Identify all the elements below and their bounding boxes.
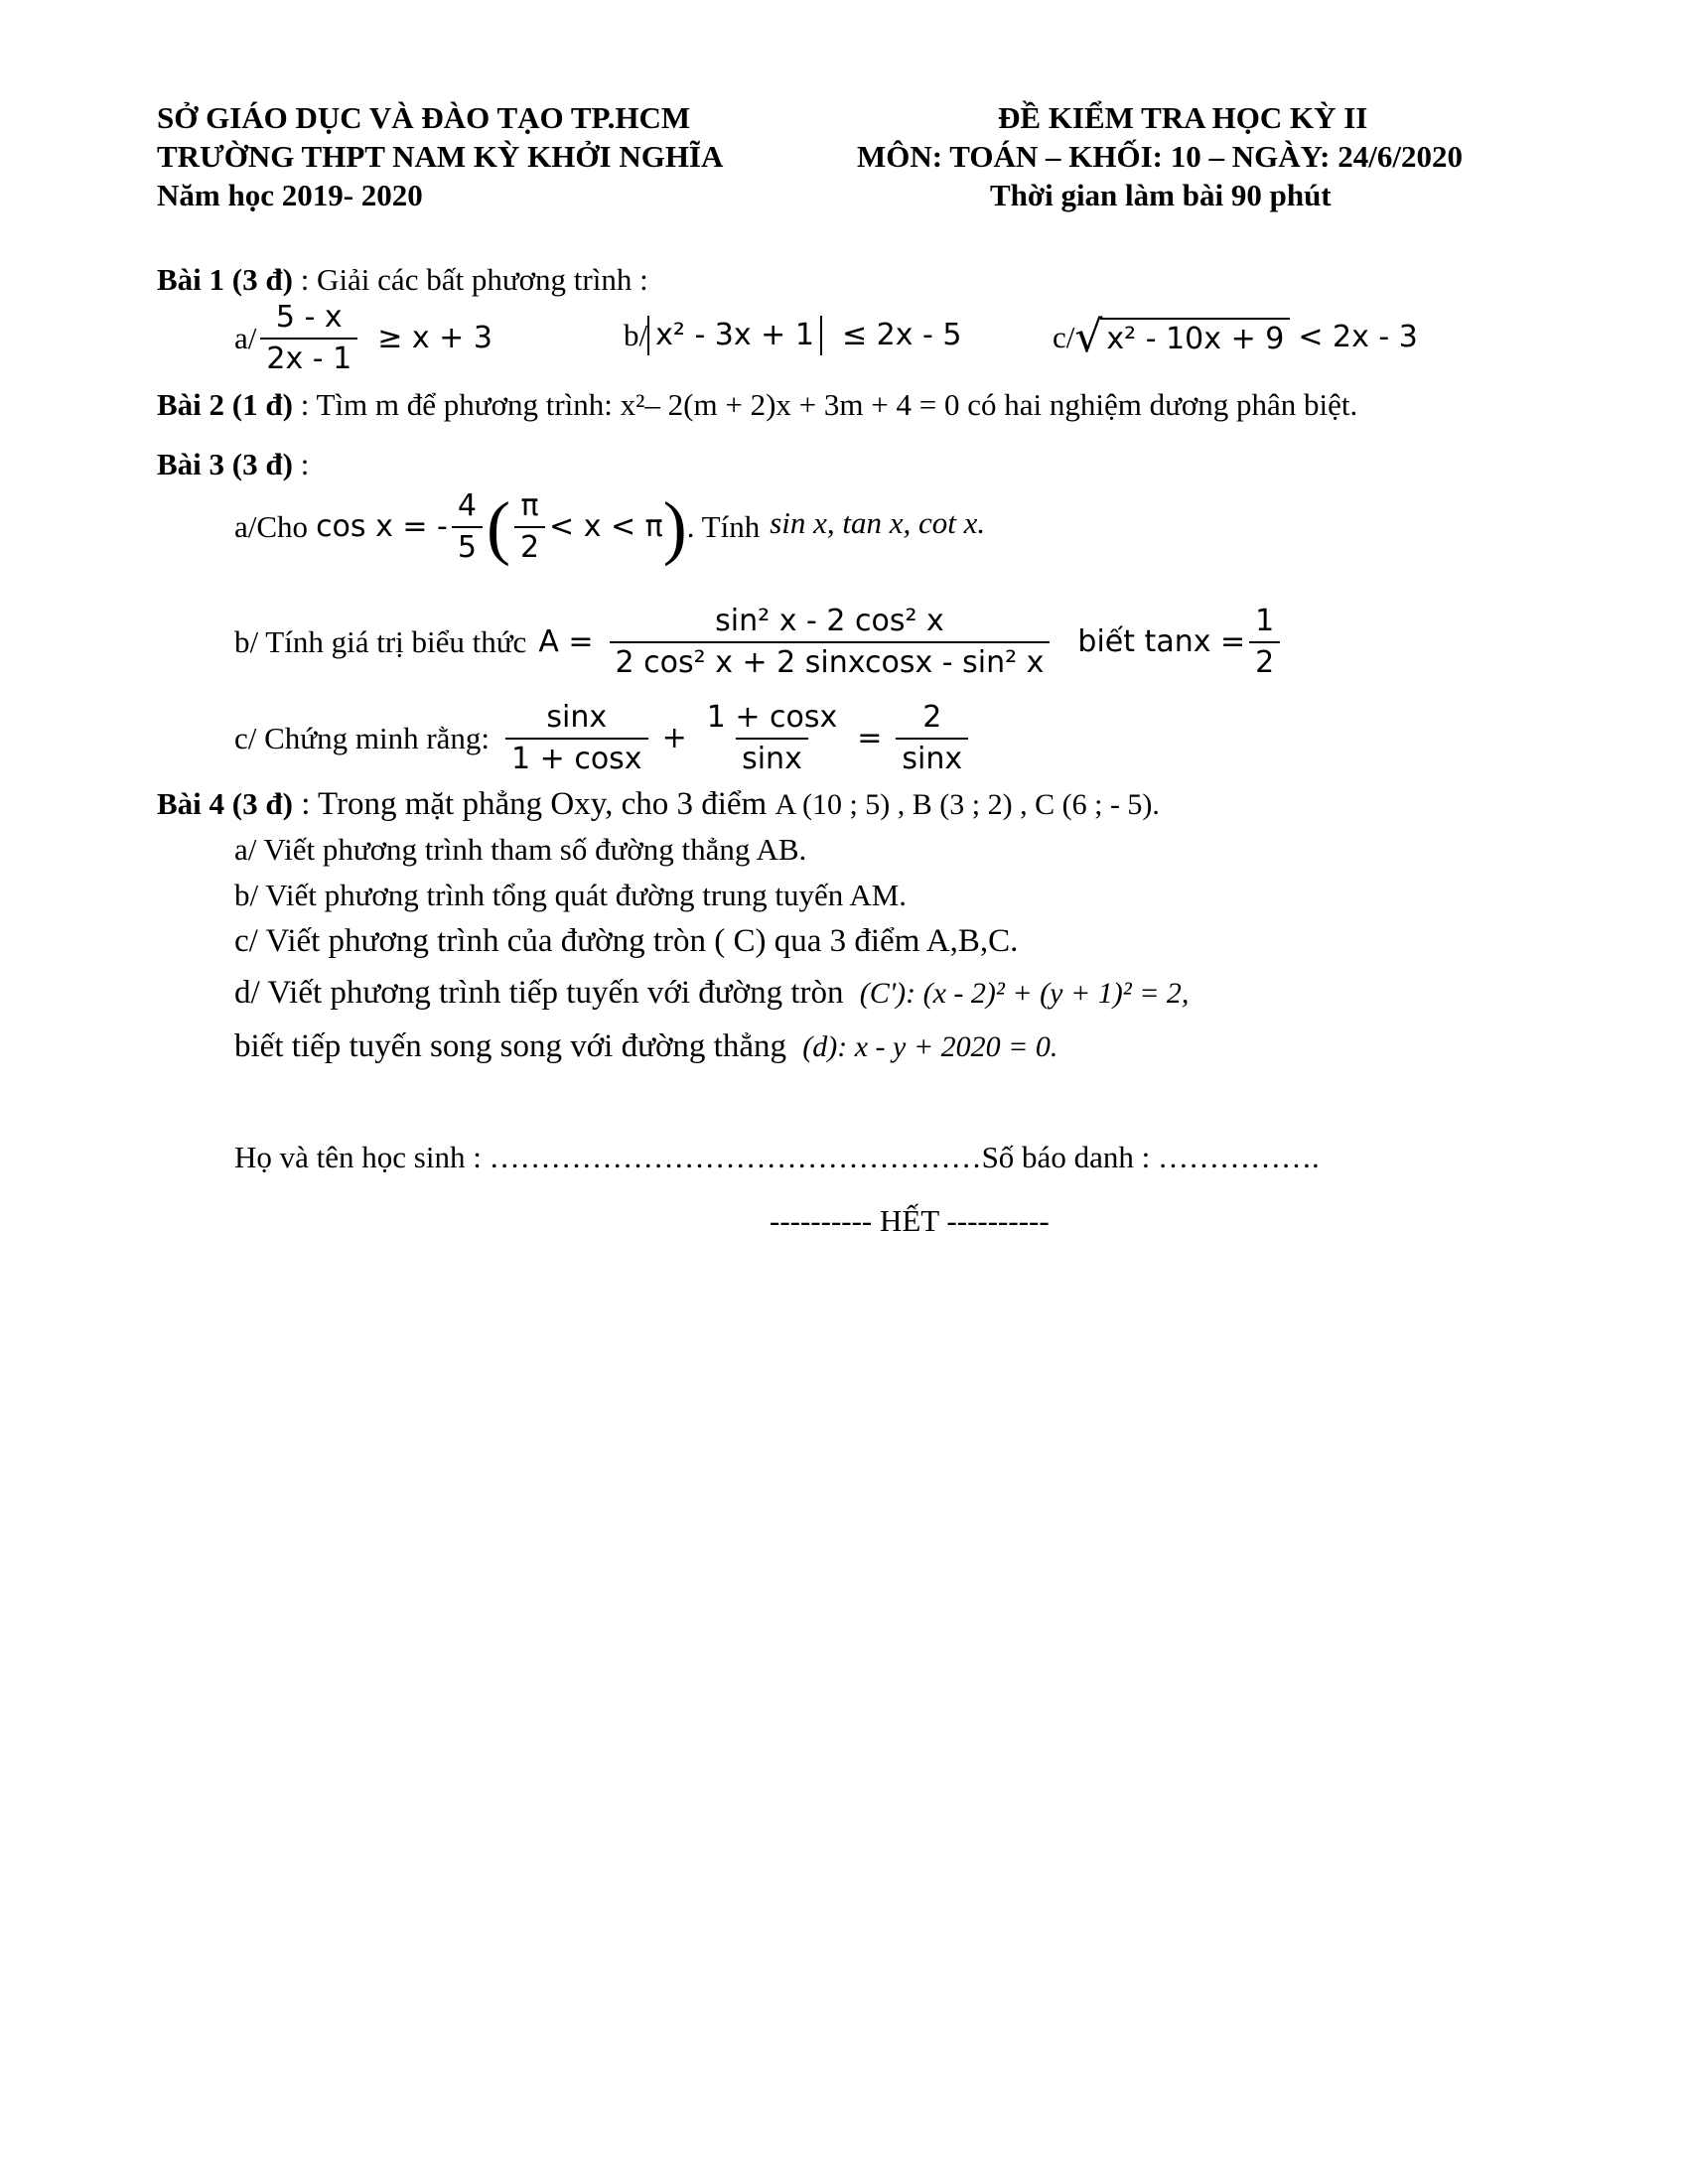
header-left-line3: Năm học 2019- 2020 (157, 178, 423, 212)
bai1-c-radicand: x² - 10x + 9 (1100, 318, 1290, 359)
bai1-a-prefix: a/ (234, 321, 257, 355)
bai3-a-fraction (452, 488, 483, 566)
bai3-c-f1-den: 1 + cosx (505, 738, 648, 777)
bai3-b-given-num: 1 (1255, 604, 1275, 638)
left-paren-icon: ( (486, 487, 510, 567)
bai3-c-prefix: c/ Chứng minh rằng: (234, 721, 491, 755)
bai3-b-given-den: 2 (1249, 641, 1280, 681)
bai3-b-den: 2 cos² x + 2 sinxcosx - sin² x (610, 641, 1051, 681)
right-paren-icon: ) (662, 487, 687, 567)
bai1-b-absolute: x² - 3x + 1 (647, 316, 822, 355)
bai1-label: Bài 1 (3 đ) (157, 262, 293, 297)
bai3-colon: : (300, 447, 310, 481)
bai4-line (157, 784, 1160, 825)
bai4-d-text: d/ Viết phương trình tiếp tuyến với đường tròn (234, 975, 844, 1011)
bai1-a-fraction (260, 300, 357, 377)
bai3-a-tinh: . Tính (686, 509, 761, 544)
bai3-b (234, 604, 1284, 681)
bai3-b-given-fraction (1249, 604, 1280, 681)
bai4-d-circle: (C'): (x - 2)² + (y + 1)² = 2, (859, 977, 1190, 1010)
bai1-b (624, 316, 961, 355)
bai4-c: c/ Viết phương trình của đường tròn ( C) qua 3 điểm A,B,C. (234, 923, 1019, 959)
bai1-c-prefix: c/ (1053, 320, 1075, 354)
bai3-a-range: < x < π (549, 509, 663, 544)
bai1-a-denominator: 2x - 1 (260, 338, 357, 377)
header-right-line3: Thời gian làm bài 90 phút (990, 178, 1332, 212)
bai3-b-fraction (610, 604, 1051, 681)
bai4-text: : Trong mặt phẳng Oxy, cho 3 điểm (301, 786, 768, 822)
bai3-c-fraction2 (701, 700, 844, 777)
bai1-c-sqrt (1074, 312, 1290, 362)
bai3-b-A: A = (538, 624, 594, 659)
header-right-line1: ĐỀ KIỂM TRA HỌC KỲ II (998, 100, 1368, 135)
bai3-c-f2-den: sinx (736, 738, 808, 777)
bai2-line (157, 385, 1357, 425)
bai3-a-num: 4 (457, 488, 477, 523)
bai3-b-given: biết tanx = (1077, 624, 1246, 659)
bai4-a: a/ Viết phương trình tham số đường thẳng AB. (234, 832, 807, 867)
bai4-d2 (234, 1026, 1057, 1067)
bai1-line (157, 260, 648, 300)
bai4-d-line2: biết tiếp tuyến song song với đường thẳng (234, 1028, 786, 1064)
bai3-a-pi-den: 2 (514, 526, 545, 566)
bai3-line (157, 445, 309, 484)
bai3-c-f1-num: sinx (546, 700, 608, 735)
bai3-a-den: 5 (452, 526, 483, 566)
bai3-c (234, 700, 972, 777)
bai3-a-cos: cos x = - (316, 509, 448, 544)
student-info: Họ và tên học sinh : …………………………………………Số báo danh : ……………. (234, 1140, 1320, 1174)
bai1-b-prefix: b/ (624, 318, 648, 352)
bai3-c-eq: = (857, 721, 883, 755)
bai1-b-rhs: ≤ 2x - 5 (841, 318, 962, 352)
bai1-a-rhs: ≥ x + 3 (377, 321, 492, 355)
header-right-line2: MÔN: TOÁN – KHỐI: 10 – NGÀY: 24/6/2020 (857, 139, 1463, 174)
bai3-a-funcs: sin x, tan x, cot x. (770, 505, 986, 540)
bai3-b-prefix: b/ Tính giá trị biểu thức (234, 624, 527, 659)
bai3-c-f3-den: sinx (896, 738, 968, 777)
bai2-text: : Tìm m để phương trình: x²– 2(m + 2)x + 3m + 4 = 0 có hai nghiệm dương phân biệt. (300, 387, 1358, 422)
bai3-a-pi-num: π (520, 488, 539, 523)
end-marker: ---------- HẾT ---------- (770, 1203, 1050, 1238)
bai3-a-prefix: a/Cho (234, 509, 309, 544)
bai3-c-f3-num: 2 (922, 700, 942, 735)
header-left-line2: TRƯỜNG THPT NAM KỲ KHỞI NGHĨA (157, 139, 724, 174)
bai4-b: b/ Viết phương trình tổng quát đường trung tuyến AM. (234, 878, 908, 912)
bai1-text: : Giải các bất phương trình : (300, 262, 648, 297)
bai4-label: Bài 4 (3 đ) (157, 786, 293, 821)
bai2-label: Bài 2 (1 đ) (157, 387, 293, 422)
bai1-a (234, 300, 492, 377)
sqrt-icon: √ (1074, 312, 1103, 362)
bai3-a-pi-fraction (514, 488, 545, 566)
bai3-b-num: sin² x - 2 cos² x (715, 604, 944, 638)
bai1-c-rhs: < 2x - 3 (1298, 320, 1418, 354)
bai4-points: A (10 ; 5) , B (3 ; 2) , C (6 ; - 5). (774, 788, 1160, 821)
bai3-c-f2-num: 1 + cosx (706, 700, 838, 735)
bai3-c-fraction1 (505, 700, 648, 777)
bai1-a-numerator: 5 - x (275, 300, 343, 335)
bai3-c-plus: + (661, 721, 687, 755)
header-left-line1: SỞ GIÁO DỤC VÀ ĐÀO TẠO TP.HCM (157, 100, 691, 135)
bai1-c (1053, 312, 1418, 362)
bai3-a (234, 488, 985, 566)
bai4-d (234, 973, 1189, 1014)
bai3-label: Bài 3 (3 đ) (157, 447, 293, 481)
bai4-d-line: (d): x - y + 2020 = 0. (802, 1030, 1058, 1063)
bai3-c-fraction3 (896, 700, 968, 777)
